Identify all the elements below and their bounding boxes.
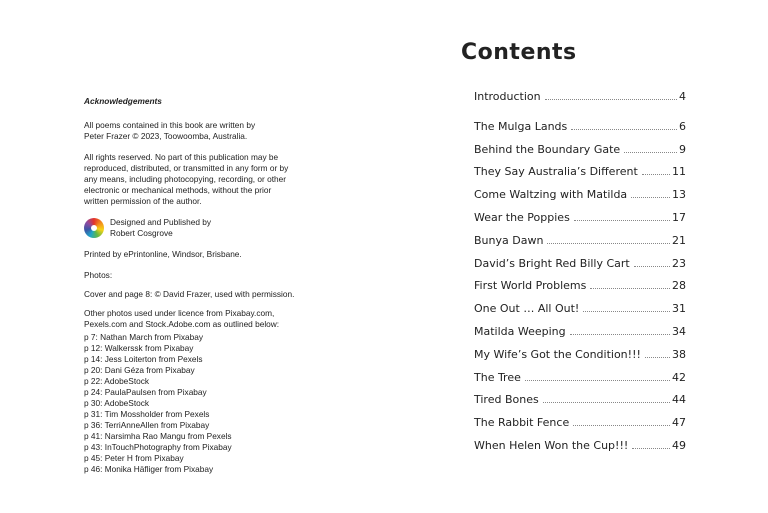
copyright-line-2: Peter Frazer © 2023, Toowoomba, Australia. [84,131,248,141]
designed-line-2: Robert Cosgrove [110,228,173,238]
photo-credit: p 41: Narsimha Rao Mangu from Pexels [84,431,232,441]
toc-entry-page: 23 [672,256,686,270]
toc-entry[interactable] [474,188,686,211]
rights-line: reproduced, distributed, or transmitted in any form or by [84,163,289,173]
toc-entry-title: Come Waltzing with Matilda [474,188,628,202]
toc-entry-title: Tired Bones [474,393,539,407]
toc-entry-title: First World Problems [474,279,587,293]
rights-line: electronic or mechanical methods, without the prior [84,185,272,195]
photo-credit: p 12: Walkerssk from Pixabay [84,343,194,353]
toc-entry-page: 42 [672,370,686,384]
toc-entry[interactable] [474,302,686,325]
toc-entry-title: Introduction [474,90,541,103]
publisher-block [84,217,324,239]
photo-credit: p 22: AdobeStock [84,376,150,386]
toc-entry[interactable] [474,439,686,462]
designed-line-1: Designed and Published by [110,217,212,227]
photo-credit: p 24: PaulaPaulsen from Pixabay [84,387,207,397]
toc-entry-page: 11 [672,165,686,179]
dot-leader [570,334,670,335]
dot-leader [590,288,670,289]
toc-entry[interactable] [474,371,686,394]
dot-leader [547,243,670,244]
photo-credit: p 31: Tim Mossholder from Pexels [84,409,210,419]
toc-entry-page: 47 [672,416,686,430]
photo-credit: p 45: Peter H from Pixabay [84,453,184,463]
photo-credit: p 14: Jess Loiterton from Pexels [84,354,203,364]
dot-leader [624,152,677,153]
toc-entry[interactable] [474,325,686,348]
photo-credit: p 30: AdobeStock [84,398,150,408]
dot-leader [543,402,670,403]
photo-credit: p 36: TerriAnneAllen from Pixabay [84,420,210,430]
toc-entry-page: 6 [679,119,686,133]
toc-entry[interactable] [474,120,686,143]
rights-line: any means, including photocopying, recording, or other [84,174,287,184]
copyright-line-1: All poems contained in this book are written by [84,120,256,130]
toc-entry-title: The Tree [474,370,521,384]
dot-leader [545,99,677,100]
toc-entry-page: 34 [672,324,686,338]
table-of-contents [474,90,686,462]
dot-leader [631,197,670,198]
rights-line: All rights reserved. No part of this publication may be [84,152,279,162]
color-wheel-logo-icon [84,218,104,238]
other-photos-line-2: Pexels.com and Stock.Adobe.com as outlined below: [84,319,280,329]
toc-entry-title: The Mulga Lands [474,119,568,133]
contents-title: Contents [461,40,577,65]
dot-leader [632,448,670,449]
toc-entry-title: Matilda Weeping [474,324,566,338]
toc-entry-page: 28 [672,279,686,293]
dot-leader [573,425,670,426]
toc-entry[interactable] [474,416,686,439]
toc-entry-page: 31 [672,302,686,316]
toc-entry[interactable] [474,234,686,257]
toc-entry[interactable] [474,90,686,113]
toc-entry-title: Behind the Boundary Gate [474,142,621,156]
toc-entry-page: 49 [672,438,686,452]
photo-credit: p 20: Dani Géza from Pixabay [84,365,195,375]
dot-leader [645,357,670,358]
toc-entry[interactable] [474,143,686,166]
photo-credit: p 7: Nathan March from Pixabay [84,332,203,342]
dot-leader [574,220,670,221]
toc-entry[interactable] [474,393,686,416]
toc-entry-title: Wear the Poppies [474,210,570,224]
toc-entry-title: One Out … All Out! [474,302,580,316]
toc-entry-page: 4 [679,90,686,103]
photo-credit: p 43: InTouchPhotography from Pixabay [84,442,232,452]
acknowledgements-heading: Acknowledgements [84,96,162,106]
toc-entry[interactable] [474,257,686,280]
rights-line: written permission of the author. [84,196,202,206]
toc-entry-title: They Say Australia’s Different [474,165,638,179]
toc-entry[interactable] [474,348,686,371]
cover-credit: Cover and page 8: © David Frazer, used with permission. [84,289,295,299]
dot-leader [525,380,670,381]
toc-entry-page: 17 [672,210,686,224]
toc-entry-page: 9 [679,142,686,156]
dot-leader [571,129,677,130]
photo-credit: p 46: Monika Häfliger from Pixabay [84,464,214,474]
toc-entry-title: My Wife’s Got the Condition!!! [474,347,641,361]
toc-entry-page: 44 [672,393,686,407]
photo-credit-list [84,332,324,475]
rights-statement [84,152,324,207]
toc-entry-title: When Helen Won the Cup!!! [474,438,629,452]
printed-by: Printed by ePrintonline, Windsor, Brisbane. [84,249,242,259]
other-photos-line-1: Other photos used under licence from Pixabay.com, [84,308,275,318]
dot-leader [583,311,670,312]
toc-entry-page: 38 [672,347,686,361]
toc-entry-page: 21 [672,233,686,247]
toc-entry[interactable] [474,165,686,188]
acknowledgements-page [84,96,324,475]
dot-leader [642,174,670,175]
toc-entry-title: David’s Bright Red Billy Cart [474,256,630,270]
toc-entry-page: 13 [672,188,686,202]
dot-leader [634,266,670,267]
toc-entry-title: Bunya Dawn [474,233,544,247]
toc-entry-title: The Rabbit Fence [474,416,570,430]
toc-entry[interactable] [474,279,686,302]
photos-label: Photos: [84,270,113,280]
toc-entry[interactable] [474,211,686,234]
